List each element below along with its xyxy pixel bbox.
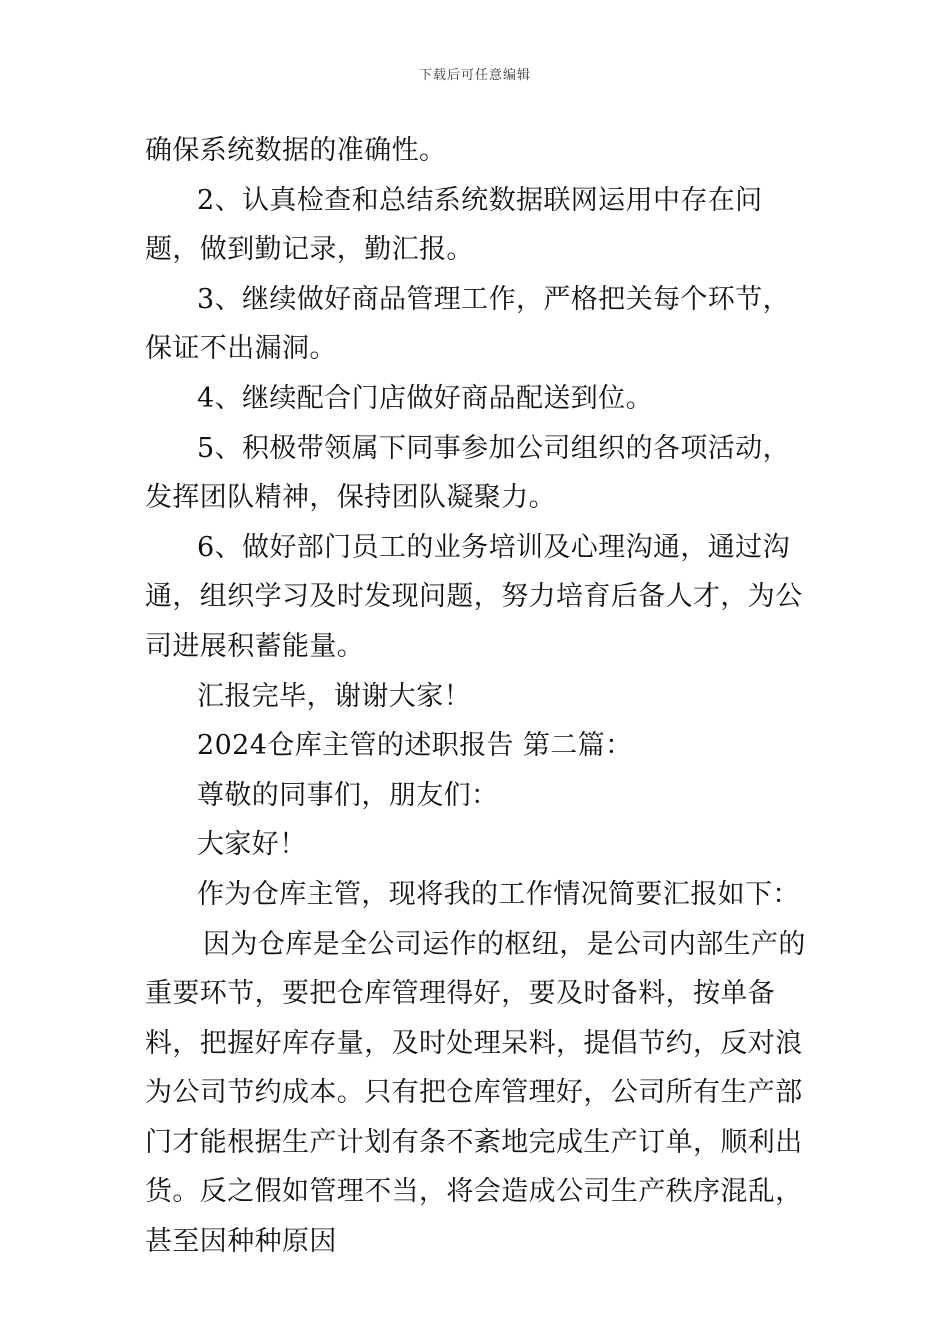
paragraph-greeting: 大家好！ (197, 829, 307, 861)
paragraph-item-6: 6、做好部门员工的业务培训及心理沟通，通过沟通，组织学习及时发现问题，努力培育后备人才，为公司进展积蓄能量。 (145, 531, 803, 662)
paragraph-closing: 汇报完毕，谢谢大家！ (197, 680, 471, 712)
paragraph-continuation: 确保系统数据的准确性。 (145, 135, 447, 166)
paragraph-item-2: 2、认真检查和总结系统数据联网运用中存在问题，做到勤记录，勤汇报。 (145, 184, 763, 266)
section-title: 2024仓库主管的述职报告 第二篇： (197, 730, 633, 762)
paragraph-item-5: 5、积极带领属下同事参加公司组织的各项活动，发挥团队精神，保持团队凝聚力。 (145, 432, 790, 514)
paragraph-item-4: 4、继续配合门店做好商品配送到位。 (197, 382, 653, 414)
page-header: 下载后可任意编辑 (418, 68, 531, 83)
document-body (145, 126, 810, 1267)
paragraph-intro: 作为仓库主管，现将我的工作情况简要汇报如下： (197, 878, 800, 910)
paragraph-item-3: 3、继续做好商品管理工作，严格把关每个环节，保证不出漏洞。 (145, 283, 790, 365)
paragraph-body: 因为仓库是全公司运作的枢纽，是公司内部生产的重要环节，要把仓库管理得好，要及时备料，按单备料，把握好库存量，及时处理呆料，提倡节约，反对浪为公司节约成本。只有把仓库管理好，公司所有生产部门才能根据生产计划有条不紊地完成生产订单，顺利出货。反之假如管理不当，将会造成公司生产秩序混乱，甚至因种种原因 (145, 928, 806, 1258)
paragraph-salutation: 尊敬的同事们，朋友们： (197, 779, 499, 811)
